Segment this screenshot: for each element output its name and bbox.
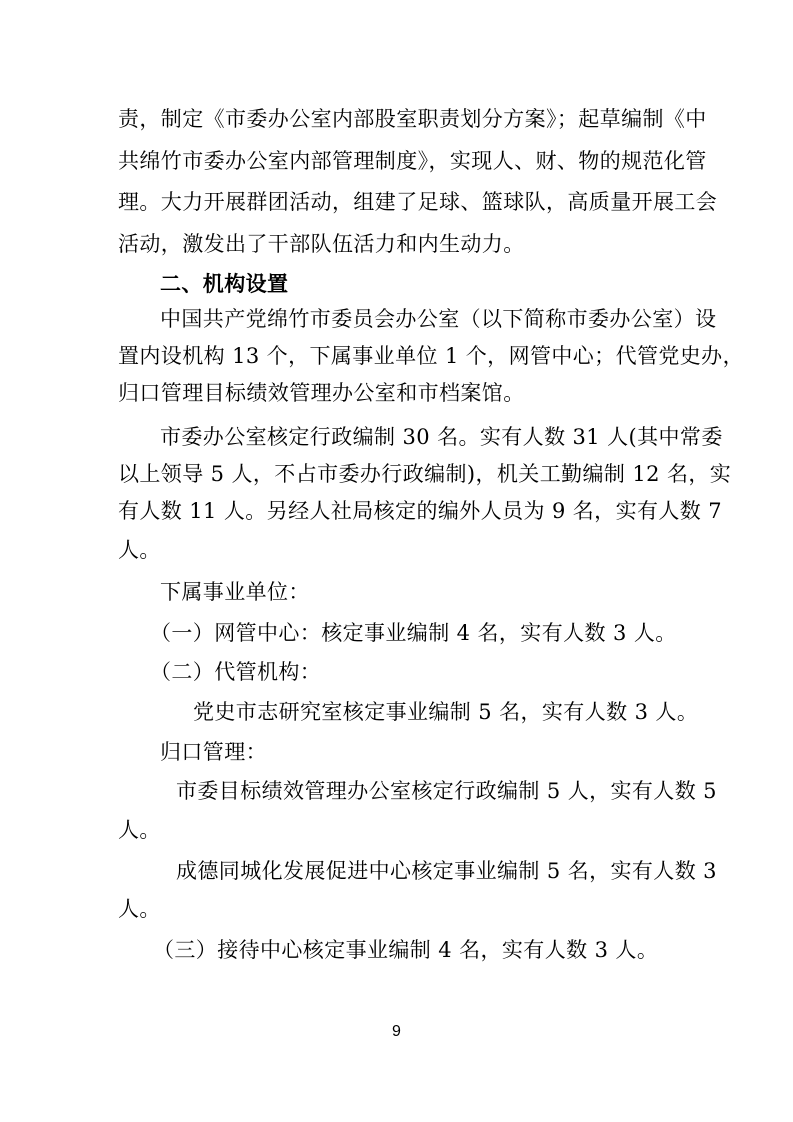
list-item: （一）网管中心：核定事业编制 4 名，实有人数 3 人。 (150, 621, 677, 645)
paragraph-line: 活动，激发出了干部队伍活力和内生动力。 (118, 232, 525, 256)
paragraph-line: 党史市志研究室核定事业编制 5 名，实有人数 3 人。 (193, 700, 699, 724)
paragraph-line: 人。 (118, 538, 161, 562)
paragraph-line: 归口管理目标绩效管理办公室和市档案馆。 (118, 381, 525, 405)
paragraph-line: 有人数 11 人。另经人社局核定的编外人员为 9 名，实有人数 7 (118, 499, 723, 523)
paragraph-line: 中国共产党绵竹市委员会办公室（以下简称市委办公室）设 (160, 307, 717, 331)
paragraph-line: 市委办公室核定行政编制 30 名。实有人数 31 人(其中常委 (160, 425, 723, 449)
paragraph-line: 人。 (118, 818, 161, 842)
paragraph-line: 理。大力开展群团活动，组建了足球、篮球队，高质量开展工会 (118, 190, 718, 214)
paragraph-line: 共绵竹市委办公室内部管理制度》，实现人、财、物的规范化管 (118, 149, 707, 173)
paragraph-line: 人。 (118, 897, 161, 921)
page-number: 9 (392, 1023, 401, 1040)
list-item: （三）接待中心核定事业编制 4 名，实有人数 3 人。 (153, 938, 659, 962)
paragraph-line: 责，制定《市委办公室内部股室职责划分方案》；起草编制《中 (118, 107, 707, 131)
paragraph-line: 下属事业单位： (160, 580, 310, 604)
paragraph-line: 成德同城化发展促进中心核定事业编制 5 名，实有人数 3 (176, 859, 717, 883)
paragraph-line: 置内设机构 13 个，下属事业单位 1 个，网管中心；代管党史办， (118, 344, 744, 368)
paragraph-line: 市委目标绩效管理办公室核定行政编制 5 人，实有人数 5 (176, 779, 717, 803)
paragraph-line: 以上领导 5 人，不占市委办行政编制)，机关工勤编制 12 名，实 (118, 462, 732, 486)
list-item: （二）代管机构： (150, 660, 322, 684)
paragraph-line: 归口管理： (160, 740, 267, 764)
section-heading: 二、机构设置 (160, 272, 289, 296)
